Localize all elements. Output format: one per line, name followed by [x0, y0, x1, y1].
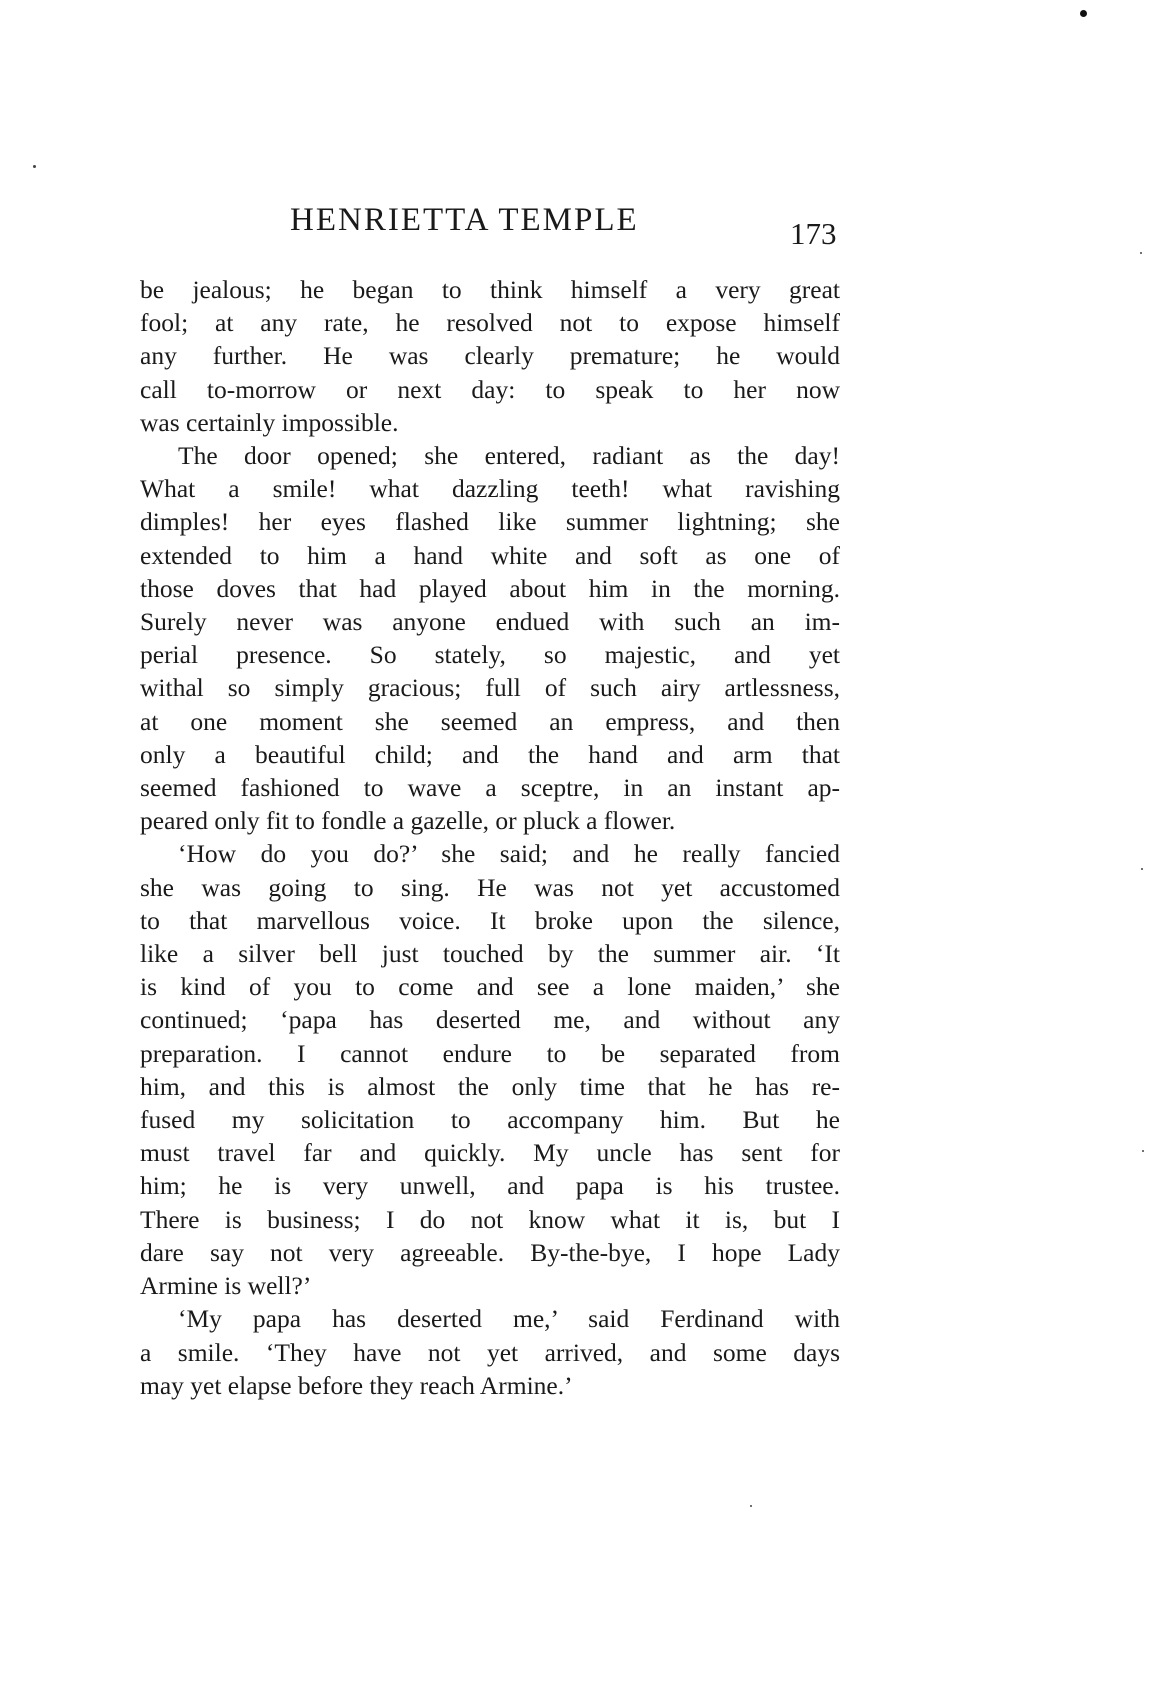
text-line: him, and this is almost the only time that he has re-	[140, 1071, 840, 1101]
scan-speck	[1080, 10, 1087, 17]
text-line: preparation. I cannot endure to be separated from	[140, 1038, 840, 1068]
text-line: What a smile! what dazzling teeth! what ravishing	[140, 474, 840, 504]
page-number: 173	[790, 216, 837, 251]
text-line: fused my solicitation to accompany him. But he	[140, 1105, 840, 1135]
text-line: any further. He was clearly premature; he would	[140, 341, 840, 371]
paragraph-4	[140, 1302, 840, 1402]
scan-speck	[750, 1505, 752, 1507]
scan-speck	[1142, 1150, 1144, 1152]
text-line: must travel far and quickly. My uncle has sent for	[140, 1138, 840, 1168]
text-line: a smile. ‘They have not yet arrived, and some days	[140, 1337, 840, 1367]
text-line: those doves that had played about him in the morning.	[140, 573, 840, 603]
running-head: HENRIETTA TEMPLE	[290, 202, 639, 238]
scan-speck	[1140, 252, 1142, 254]
text-line: continued; ‘papa has deserted me, and without any	[140, 1005, 840, 1035]
text-line: him; he is very unwell, and papa is his trustee.	[140, 1171, 840, 1201]
text-line: was certainly impossible.	[140, 407, 399, 437]
text-line: only a beautiful child; and the hand and arm that	[140, 739, 840, 769]
text-line: like a silver bell just touched by the summer air. ‘It	[140, 939, 840, 969]
text-line: extended to him a hand white and soft as one of	[140, 540, 840, 570]
text-line: she was going to sing. He was not yet accustomed	[140, 872, 840, 902]
paragraph-3	[140, 837, 840, 1302]
body-text	[140, 273, 840, 1402]
text-line: There is business; I do not know what it is, but I	[140, 1204, 840, 1234]
text-line: call to-morrow or next day: to speak to her now	[140, 374, 840, 404]
scan-speck	[1141, 868, 1143, 870]
text-line: is kind of you to come and see a lone maiden,’ she	[140, 972, 840, 1002]
scan-speck	[33, 165, 36, 168]
text-line: may yet elapse before they reach Armine.’	[140, 1370, 573, 1400]
text-line: dare say not very agreeable. By-the-bye, I hope Lady	[140, 1237, 840, 1267]
text-line: ‘My papa has deserted me,’ said Ferdinand with	[178, 1304, 840, 1334]
paragraph-1	[140, 273, 840, 439]
text-line: at one moment she seemed an empress, and then	[140, 706, 840, 736]
text-line: perial presence. So stately, so majestic, and yet	[140, 640, 840, 670]
text-line: Armine is well?’	[140, 1271, 312, 1301]
text-line: Surely never was anyone endued with such an im-	[140, 607, 840, 637]
text-line: dimples! her eyes flashed like summer lightning; she	[140, 507, 840, 537]
text-line: peared only fit to fondle a gazelle, or pluck a flower.	[140, 806, 676, 836]
text-line: be jealous; he began to think himself a very great	[140, 275, 840, 304]
text-line: ‘How do you do?’ she said; and he really fancied	[178, 839, 840, 869]
text-line: fool; at any rate, he resolved not to expose himself	[140, 308, 840, 338]
text-line: to that marvellous voice. It broke upon the silence,	[140, 905, 840, 935]
text-line: withal so simply gracious; full of such airy artlessness,	[140, 673, 840, 703]
paragraph-2	[140, 439, 840, 837]
text-line: The door opened; she entered, radiant as the day!	[178, 441, 840, 471]
text-line: seemed fashioned to wave a sceptre, in an instant ap-	[140, 773, 840, 803]
